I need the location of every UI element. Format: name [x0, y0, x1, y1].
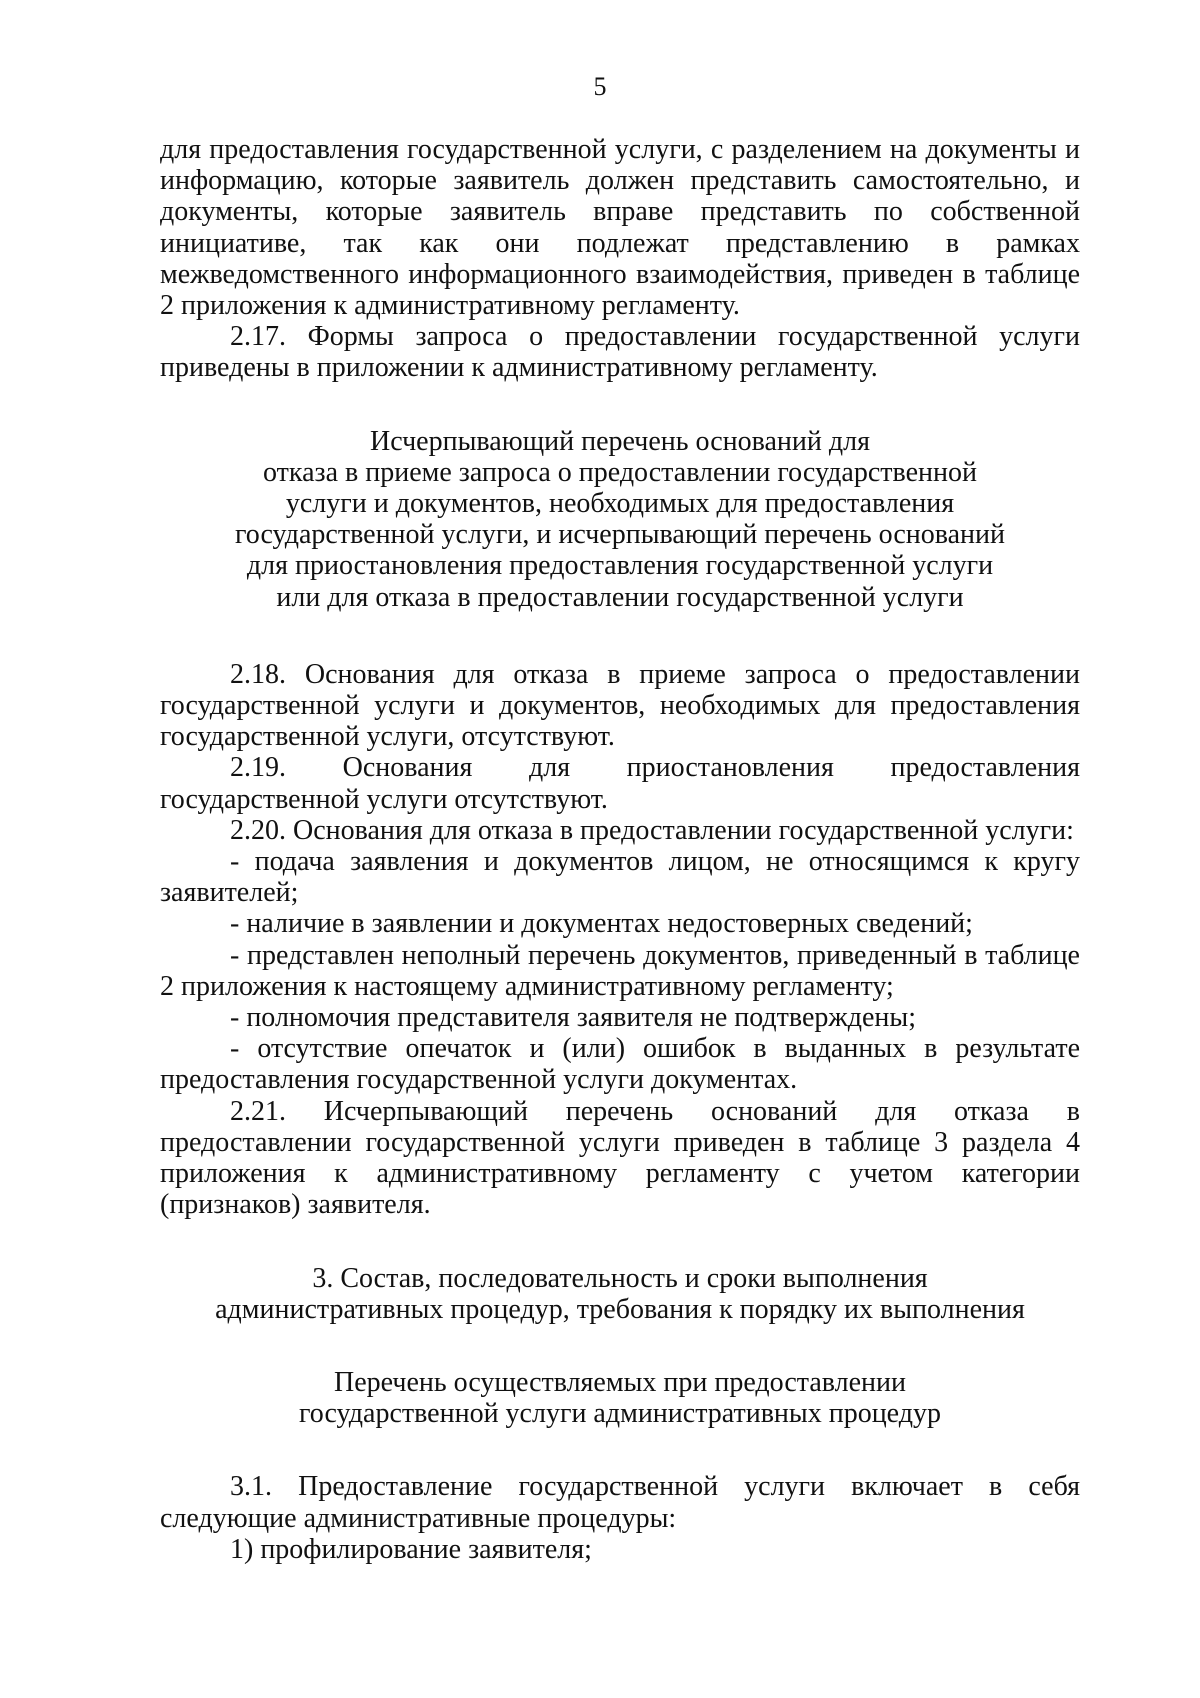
list-item-refusal-reason: - отсутствие опечаток и (или) ошибок в выданных в результате предоставления государственной услуги документах.: [160, 1033, 1080, 1096]
section-heading-grounds-for-refusal: [160, 426, 1080, 613]
paragraph-3-1: 3.1. Предоставление государственной услуги включает в себя следующие административные процедуры:: [160, 1471, 1080, 1534]
list-item-refusal-reason: - подача заявления и документов лицом, не относящимся к кругу заявителей;: [160, 846, 1080, 909]
list-item-refusal-reason: - представлен неполный перечень документов, приведенный в таблице 2 приложения к настоящему административному регламенту;: [160, 939, 1080, 1002]
paragraph-2-18: 2.18. Основания для отказа в приеме запроса о предоставлении государственной услуги и документов, необходимых для предоставления государственной услуги, отсутствуют.: [160, 658, 1080, 753]
list-item-refusal-reason: - полномочия представителя заявителя не подтверждены;: [230, 1002, 916, 1034]
paragraph-list-of-documents: для предоставления государственной услуги, с разделением на документы и информацию, которые заявитель должен представить самостоятельно, и документы, которые заявитель вправе представить по собственной инициативе, так как они подлежат представлению в рамках межведомственного информационного взаимодействия, приведен в таблице 2 приложения к административному регламенту.: [160, 134, 1080, 322]
paragraph-2-20: 2.20. Основания для отказа в предоставлении государственной услуги:: [230, 814, 1074, 846]
paragraph-2-17: 2.17. Формы запроса о предоставлении государственной услуги приведены в приложении к административному регламенту.: [160, 321, 1080, 384]
heading-line: Перечень осуществляемых при предоставлении: [333, 1366, 906, 1398]
paragraph-2-21: 2.21. Исчерпывающий перечень оснований для отказа в предоставлении государственной услуги приведен в таблице 3 раздела 4 приложения к административному регламенту с учетом категории (признаков) заявителя.: [160, 1095, 1080, 1221]
heading-line: отказа в приеме запроса о предоставлении государственной: [263, 456, 977, 488]
document-body: [160, 134, 1080, 1565]
paragraph-2-19: 2.19. Основания для приостановления предоставления государственной услуги отсутствуют.: [160, 752, 1080, 815]
list-item-procedure: 1) профилирование заявителя;: [230, 1533, 592, 1565]
heading-line: услуги и документов, необходимых для предоставления: [285, 488, 955, 520]
heading-line: Исчерпывающий перечень оснований для: [370, 425, 870, 457]
heading-line: государственной услуги, и исчерпывающий перечень оснований: [234, 519, 1006, 551]
heading-line: административных процедур, требования к порядку их выполнения: [215, 1293, 1025, 1325]
page-number: 5: [593, 72, 607, 101]
subsection-heading-procedures: [160, 1367, 1080, 1429]
section-heading-3: [160, 1263, 1080, 1325]
heading-line: для приостановления предоставления государственной услуги: [246, 550, 994, 582]
heading-line: 3. Состав, последовательность и сроки выполнения: [312, 1262, 928, 1294]
heading-line: или для отказа в предоставлении государственной услуги: [276, 581, 964, 613]
list-item-refusal-reason: - наличие в заявлении и документах недостоверных сведений;: [230, 908, 973, 940]
heading-line: государственной услуги административных процедур: [299, 1398, 941, 1430]
